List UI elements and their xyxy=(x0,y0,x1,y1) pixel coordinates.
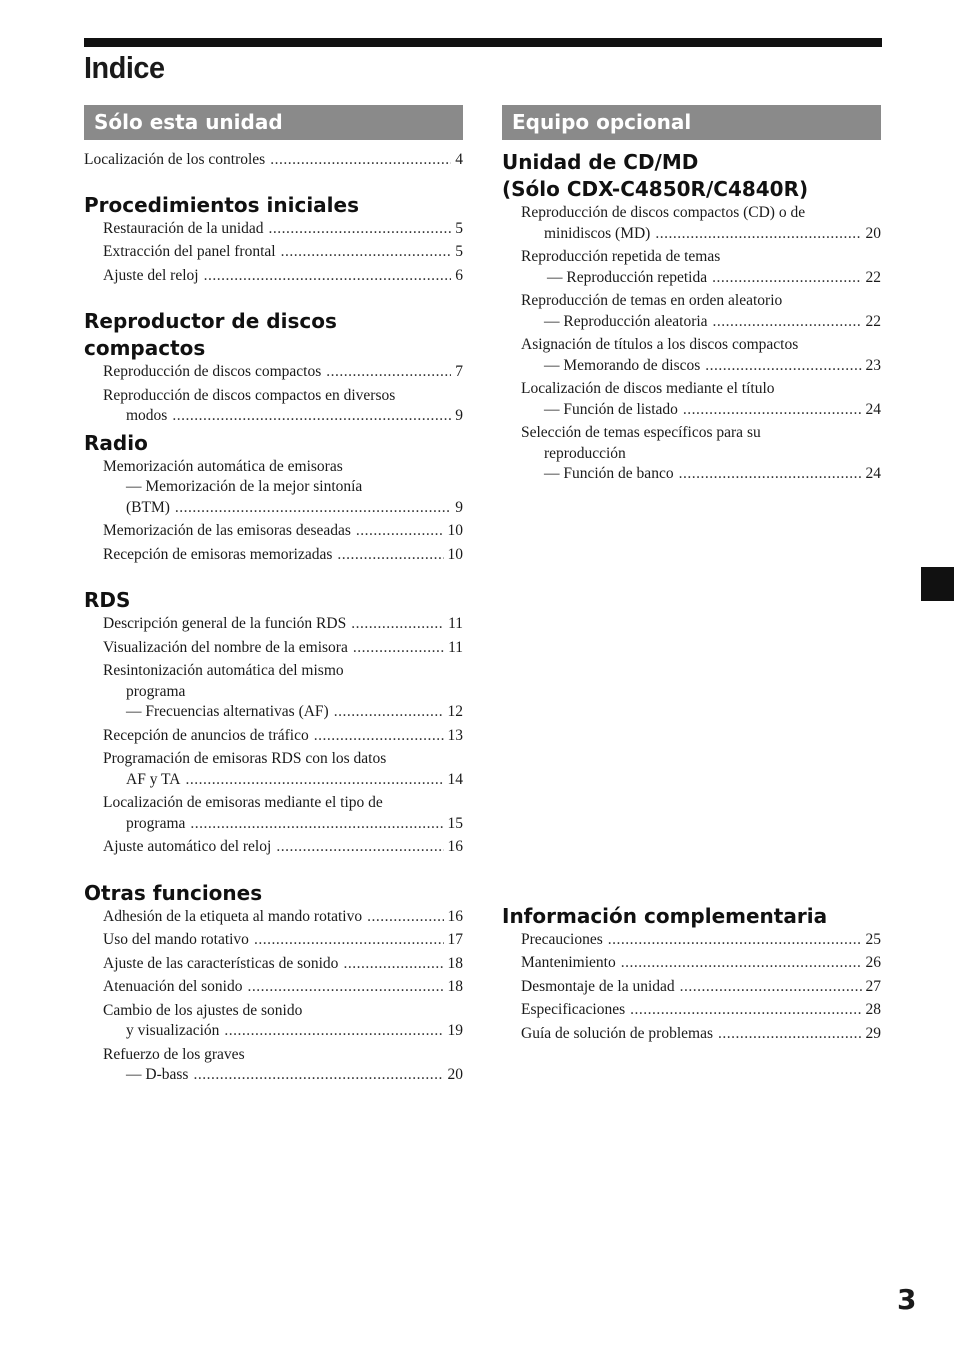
section-bar-equipo-opcional: Equipo opcional xyxy=(502,105,881,140)
page-number: 3 xyxy=(897,1283,917,1316)
toc-entry[interactable]: Recepción de emisoras memorizadas ..... 10 xyxy=(103,545,463,566)
toc-entry[interactable]: Adhesión de la etiqueta al mando rotativo ..... 16 xyxy=(103,907,463,928)
heading-unidad-cd-md: Unidad de CD/MD (Sólo CDX-C4850R/C4840R) xyxy=(502,150,809,201)
toc-entry[interactable]: Restauración de la unidad ..... 5 xyxy=(103,219,463,240)
toc-entry[interactable]: Memorización de las emisoras deseadas ..... 10 xyxy=(103,521,463,542)
toc-entry[interactable]: Recepción de anuncios de tráfico ..... 13 xyxy=(103,726,463,747)
toc-entry[interactable]: Descripción general de la función RDS ..... 11 xyxy=(103,614,463,635)
toc-entry[interactable]: Reproducción repetida de temas — Reproducción repetida ..... 22 xyxy=(521,247,881,288)
heading-procedimientos: Procedimientos iniciales xyxy=(84,192,359,217)
heading-otras-funciones: Otras funciones xyxy=(84,880,263,905)
toc-entry[interactable]: Reproducción de discos compactos (CD) o de minidiscos (MD) ..... 20 xyxy=(521,203,881,244)
toc-entry[interactable]: Localización de discos mediante el título — Función de listado ..... 24 xyxy=(521,379,881,420)
heading-rds: RDS xyxy=(84,588,131,612)
toc-entry[interactable]: Localización de emisoras mediante el tipo de programa ..... 15 xyxy=(103,793,463,834)
toc-entry[interactable]: Programación de emisoras RDS con los datos AF y TA ..... 14 xyxy=(103,749,463,790)
toc-entry[interactable]: Desmontaje de la unidad ..... 27 xyxy=(521,977,881,998)
toc-entry-localizacion[interactable]: Localización de los controles ..... 4 xyxy=(84,150,463,171)
heading-radio: Radio xyxy=(84,430,148,455)
toc-entry[interactable]: Extracción del panel frontal ..... 5 xyxy=(103,242,463,263)
toc-entry[interactable]: Reproducción de temas en orden aleatorio — Reproducción aleatoria ..... 22 xyxy=(521,291,881,332)
toc-entry[interactable]: Asignación de títulos a los discos compactos — Memorando de discos ..... 23 xyxy=(521,335,881,376)
page-title: Indice xyxy=(84,50,165,85)
toc-entry[interactable]: Especificaciones ..... 28 xyxy=(521,1000,881,1021)
toc-entry[interactable]: Precauciones ..... 25 xyxy=(521,930,881,951)
toc-entry[interactable]: Uso del mando rotativo ..... 17 xyxy=(103,930,463,951)
toc-entry[interactable]: Ajuste automático del reloj ..... 16 xyxy=(103,837,463,858)
toc-entry[interactable]: Cambio de los ajustes de sonido y visualización ..... 19 xyxy=(103,1001,463,1042)
toc-entry[interactable]: Reproducción de discos compactos ..... 7 xyxy=(103,362,463,383)
section-bar-solo-esta-unidad: Sólo esta unidad xyxy=(84,105,463,140)
toc-entry[interactable]: Memorización automática de emisoras — Memorización de la mejor sintonía (BTM) ..... 9 xyxy=(103,457,463,519)
toc-entry[interactable]: Resintonización automática del mismo programa — Frecuencias alternativas (AF) ..... 12 xyxy=(103,661,463,723)
top-rule xyxy=(84,38,882,47)
heading-informacion-complementaria: Información complementaria xyxy=(502,903,828,928)
toc-entry[interactable]: Mantenimiento ..... 26 xyxy=(521,953,881,974)
toc-entry[interactable]: Visualización del nombre de la emisora ..... 11 xyxy=(103,638,463,659)
chapter-tab-marker xyxy=(921,567,954,601)
toc-entry[interactable]: Ajuste del reloj ..... 6 xyxy=(103,266,463,287)
heading-reproductor: Reproductor de discos compactos xyxy=(84,309,337,360)
toc-entry[interactable]: Reproducción de discos compactos en diversos modos ..... 9 xyxy=(103,386,463,427)
left-column xyxy=(84,105,463,1089)
toc-entry[interactable]: Refuerzo de los graves — D-bass ..... 20 xyxy=(103,1045,463,1086)
toc-entry[interactable]: Atenuación del sonido ..... 18 xyxy=(103,977,463,998)
toc-entry[interactable]: Selección de temas específicos para su reproducción — Función de banco ..... 24 xyxy=(521,423,881,485)
right-column xyxy=(502,105,881,1047)
toc-entry[interactable]: Guía de solución de problemas ..... 29 xyxy=(521,1024,881,1045)
toc-entry[interactable]: Ajuste de las características de sonido ..... 18 xyxy=(103,954,463,975)
